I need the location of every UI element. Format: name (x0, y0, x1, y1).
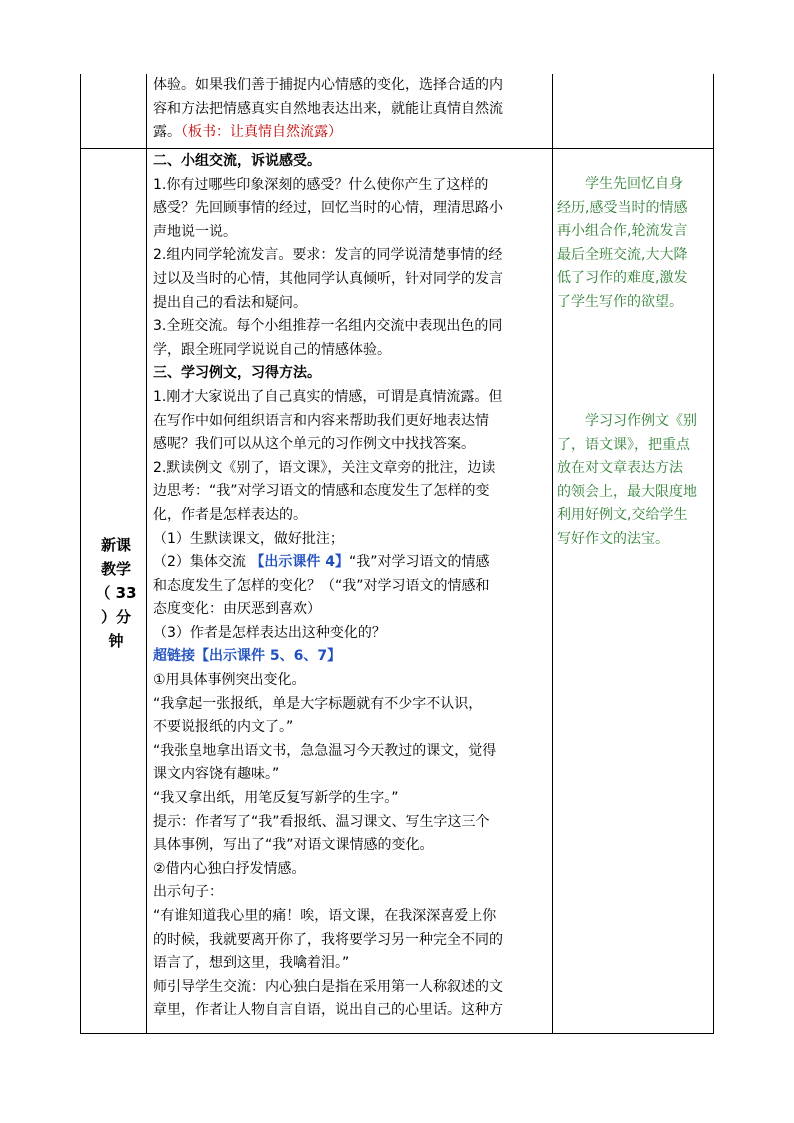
text-line: 边思考：“我”对学习语文的情感和态度发生了怎样的变 (153, 483, 490, 500)
text-line: （1）生默读课文，做好批注； (153, 530, 344, 547)
row-label-line: （ 33 (95, 584, 137, 602)
text-line: 出示句子： (153, 884, 223, 901)
row-label-line: ）分 (100, 608, 131, 626)
text-line: 章里，作者让人物自言自语，说出自己的心里话。这种方 (153, 1002, 503, 1019)
text-line: （3）作者是怎样表达出这种变化的？ (153, 624, 386, 641)
note-line: 经历,感受当时的情感 (557, 199, 688, 216)
text-line: “有谁知道我心里的痛！唉，语文课，在我深深喜爱上你 (153, 908, 497, 924)
main-content (153, 150, 553, 1023)
text-line: “我拿起一张报纸，单是大字标题就有不少字不认识， (153, 695, 483, 712)
text-line: ①用具体事例突出变化。 (153, 672, 306, 689)
note-line: 放在对文章表达方法 (557, 460, 683, 477)
text-line: 化，作者是怎样表达的。 (153, 506, 307, 523)
text-line: 1.刚才大家说出了自己真实的情感，可谓是真情流露。但 (153, 388, 503, 405)
text-line: 提出自己的看法和疑问。 (153, 294, 307, 311)
note-line: 的领会上，最大限度地 (557, 483, 697, 500)
note-line: 学习习作例文《别 (585, 413, 697, 429)
note-line: 写好作文的法宝。 (557, 530, 669, 547)
board-note: （板书：让真情自然流露） (181, 124, 342, 141)
text-fragment: （2）集体交流 (153, 554, 251, 571)
table-row-divider (80, 148, 714, 149)
section-heading: 三、学习例文，习得方法。 (153, 365, 321, 382)
text-line: 1.你有过哪些印象深刻的感受？什么使你产生了这样的 (153, 176, 489, 193)
text-line: 的时候，我就要离开你了，我将要学习另一种完全不同的 (153, 931, 503, 948)
text-fragment: 露。 (153, 124, 181, 141)
text-line: 容和方法把情感真实自然地表达出来，就能让真情自然流 (153, 100, 503, 117)
text-line: “我张皇地拿出语文书，急急温习今天教过的课文，觉得 (153, 742, 497, 759)
row-label-line: 教学 (100, 560, 131, 578)
text-line: “我又拿出纸，用笔反复写新学的生字。” (153, 790, 399, 807)
note-line: 再小组合作,轮流发言 (557, 223, 688, 240)
table-border-right (713, 74, 714, 1034)
text-line: 过以及当时的心情，其他同学认真倾听，针对同学的发言 (153, 270, 503, 287)
table-divider-label (146, 74, 147, 1034)
note-line: 学生先回忆自身 (585, 176, 683, 192)
row-label-line: 钟 (108, 632, 124, 650)
text-line: 在写作中如何组织语言和内容来帮助我们更好地表达情 (153, 412, 489, 429)
text-line: 具体事例，写出了“我”对语文课情感的变化。 (153, 837, 434, 854)
text-line: 感受？先回顾事情的经过，回忆当时的心情，理清思路小 (153, 200, 503, 217)
row-label (90, 533, 142, 653)
text-line (153, 121, 553, 145)
text-line: 体验。如果我们善于捕捉内心情感的变化，选择合适的内 (153, 77, 503, 93)
text-line: 和态度发生了怎样的变化？（“我”对学习语文的情感和 (153, 577, 490, 594)
text-line: 不要说报纸的内文了。” (153, 719, 294, 736)
text-line: 态度变化：由厌恶到喜欢） (153, 601, 321, 618)
note-line: 低了习作的难度,激发 (557, 270, 688, 287)
text-fragment: “我”对学习语文的情感 (348, 554, 490, 571)
table-border-bottom (80, 1033, 714, 1034)
text-line: 2.默读例文《别了，语文课》，关注文章旁的批注，边读 (153, 459, 496, 476)
note-line: 利用好例文,交给学生 (557, 507, 688, 524)
text-line: 2.组内同学轮流发言。要求：发言的同学说清楚事情的经 (153, 247, 503, 264)
slide-link: 【出示课件 4】 (250, 554, 349, 571)
top-row-text (153, 74, 553, 145)
text-line: ②借内心独白抒发情感。 (153, 860, 306, 877)
row-label-line: 新课 (100, 536, 131, 554)
hyperlink-label: 超链接 (153, 648, 195, 665)
text-line: 提示：作者写了“我”看报纸、温习课文、写生字这三个 (153, 813, 490, 830)
text-line: 师引导学生交流：内心独白是指在采用第一人称叙述的文 (153, 978, 503, 995)
text-line: 语言了，想到这里，我噙着泪。” (153, 955, 350, 972)
text-line (153, 551, 553, 575)
text-line: 学，跟全班同学说说自己的情感体验。 (153, 341, 391, 358)
text-line: 3.全班交流。每个小组推荐一名组内交流中表现出色的同 (153, 318, 503, 335)
text-line (153, 645, 553, 669)
text-line: 声地说一说。 (153, 223, 237, 240)
note-line: 了学生写作的欲望。 (557, 293, 683, 310)
note-line: 最后全班交流,大大降 (557, 246, 688, 263)
text-line: 感呢？我们可以从这个单元的习作例文中找找答案。 (153, 436, 475, 453)
design-note-2 (557, 410, 713, 552)
note-line: 了，语文课》，把重点 (557, 436, 690, 453)
design-note-1 (557, 173, 713, 315)
text-line: 课文内容饶有趣味。” (153, 766, 280, 783)
section-heading: 二、小组交流，诉说感受。 (153, 153, 321, 169)
table-border-left (80, 74, 81, 1034)
slide-link: 【出示课件 5、6、7】 (195, 648, 342, 665)
